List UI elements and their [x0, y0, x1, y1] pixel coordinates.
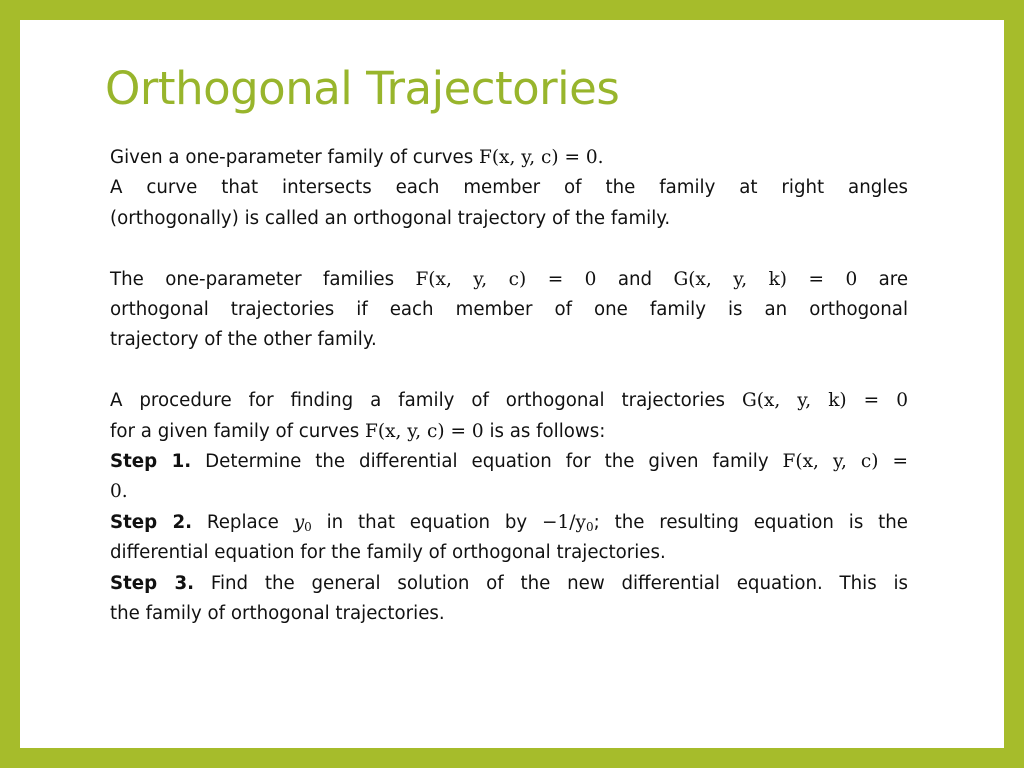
paragraph-2-line-3: trajectory of the other family.: [110, 329, 377, 351]
math-fraction: −1/y: [542, 511, 586, 533]
step-3-line-2: the family of orthogonal trajectories.: [110, 603, 445, 625]
paragraph-1-line-2: A curve that intersects each member of the family at right angles: [110, 177, 908, 199]
paragraph-3-line-1: [110, 386, 908, 416]
text-span: Given a one-parameter family of curves: [110, 147, 479, 168]
text-span: A procedure for finding a family of orthogonal trajectories: [110, 390, 742, 412]
math-expression: F(x, y, c) =: [782, 451, 909, 473]
paragraph-3-line-2: [110, 417, 908, 447]
slide-body: [110, 143, 908, 629]
text-span: in that equation by: [311, 511, 543, 533]
paragraph-2-line-1: [110, 265, 908, 295]
math-expression: G(x, y, k) = 0: [673, 268, 858, 290]
step-3-line-1: [110, 569, 908, 599]
text-span: are: [857, 268, 909, 290]
math-variable: y: [293, 511, 305, 533]
paragraph-1-line-3: (orthogonally) is called an orthogonal trajectory of the family.: [110, 207, 671, 229]
paragraph-2-line-2: orthogonal trajectories if each member of one family is an orthogonal: [110, 299, 908, 321]
math-expression: [294, 512, 312, 533]
step-1-line-2: [110, 477, 908, 507]
text-span: is as follows:: [483, 420, 606, 442]
paragraph-gap: [110, 356, 908, 386]
step-1-label: Step 1.: [110, 451, 192, 473]
step-2-label: Step 2.: [110, 511, 193, 533]
text-span: for a given family of curves: [110, 420, 366, 442]
math-subscript: 0: [586, 519, 594, 534]
math-expression: [542, 512, 594, 533]
slide-title: Orthogonal Trajectories: [105, 62, 620, 115]
step-2-line-2: differential equation for the family of orthogonal trajectories.: [110, 542, 666, 564]
math-subscript: 0: [304, 519, 312, 534]
math-expression: 0.: [110, 481, 128, 503]
math-expression: F(x, y, c) = 0.: [478, 147, 604, 168]
step-2-line-1: [110, 508, 908, 538]
text-span: and: [596, 268, 674, 290]
text-span: Find the general solution of the new differential equation. This is: [194, 572, 908, 594]
text-span: ; the resulting equation is the: [593, 511, 908, 533]
math-expression: F(x, y, c) = 0: [415, 268, 597, 290]
math-expression: F(x, y, c) = 0: [365, 420, 484, 442]
math-expression: G(x, y, k) = 0: [741, 390, 908, 412]
text-span: The one-parameter families: [110, 268, 416, 290]
paragraph-1-line-1: [110, 143, 908, 173]
step-3-label: Step 3.: [110, 572, 195, 594]
step-1-line-1: [110, 447, 908, 477]
paragraph-gap: [110, 234, 908, 264]
text-span: Replace: [192, 511, 294, 533]
text-span: Determine the differential equation for the given family: [191, 451, 783, 473]
